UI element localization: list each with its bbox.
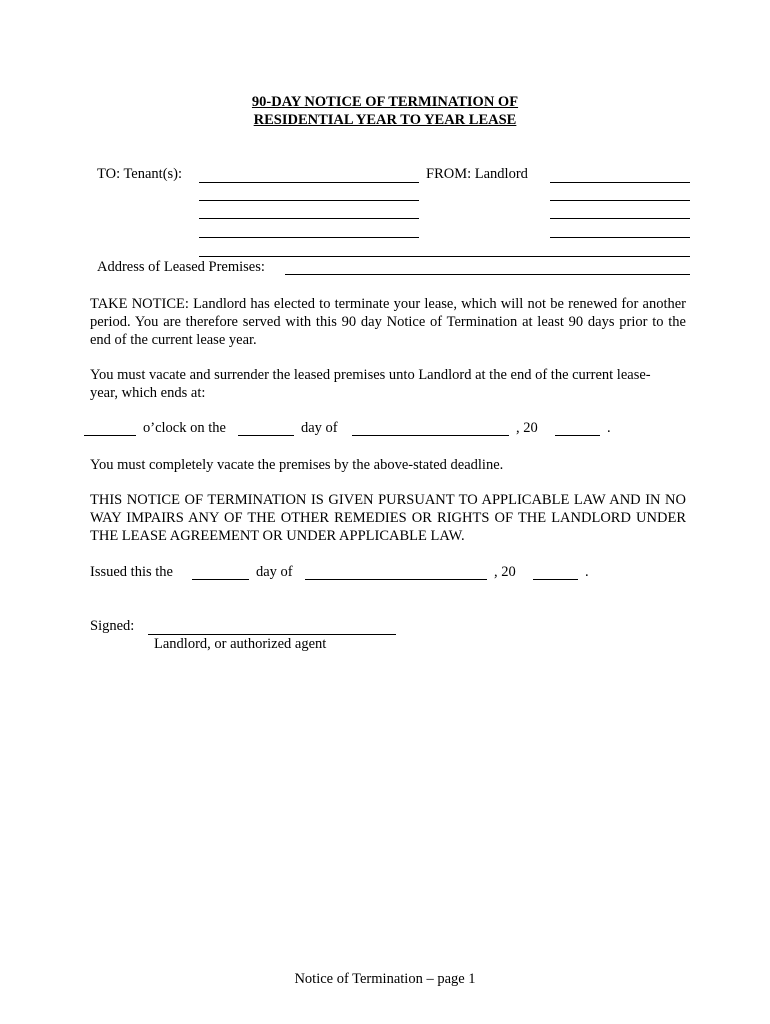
signed-label: Signed: bbox=[90, 618, 135, 634]
year-prefix-label: , 20 bbox=[516, 420, 538, 436]
tenant-name-line-4[interactable] bbox=[199, 237, 419, 238]
document-title-line-1: 90-DAY NOTICE OF TERMINATION OF bbox=[251, 94, 519, 110]
to-tenants-label: TO: Tenant(s): bbox=[97, 166, 183, 182]
month-blank[interactable] bbox=[352, 435, 509, 436]
year-blank[interactable] bbox=[555, 435, 600, 436]
day-blank[interactable] bbox=[238, 435, 294, 436]
from-landlord-label: FROM: Landlord bbox=[426, 166, 528, 182]
take-notice-paragraph: TAKE NOTICE: Landlord has elected to terminate your lease, which will not be renewed for another period. You are therefore served with this 90 day Notice of Termination at least 90 days prior to the end of the current lease year. bbox=[90, 296, 686, 348]
issued-period: . bbox=[585, 564, 589, 580]
hour-blank[interactable] bbox=[84, 435, 136, 436]
day-of-label: day of bbox=[301, 420, 338, 436]
tenant-name-line-1[interactable] bbox=[199, 182, 419, 183]
address-extra-line[interactable] bbox=[199, 256, 690, 257]
issued-year-prefix-label: , 20 bbox=[494, 564, 516, 580]
deadline-period: . bbox=[607, 420, 611, 436]
oclock-label: o’clock on the bbox=[143, 420, 226, 436]
landlord-name-line-4[interactable] bbox=[550, 237, 690, 238]
vacate-text-line-2: year, which ends at: bbox=[90, 385, 206, 401]
issued-day-of-label: day of bbox=[256, 564, 293, 580]
issued-label: Issued this the bbox=[90, 564, 173, 580]
vacate-text-line-1: You must vacate and surrender the leased premises unto Landlord at the end of the current lease- bbox=[90, 367, 651, 383]
signature-line[interactable] bbox=[148, 634, 396, 635]
deadline-paragraph: You must completely vacate the premises by the above-stated deadline. bbox=[90, 457, 504, 473]
address-label: Address of Leased Premises: bbox=[97, 259, 265, 275]
landlord-name-line-3[interactable] bbox=[550, 218, 690, 219]
tenant-name-line-3[interactable] bbox=[199, 218, 419, 219]
page-footer: Notice of Termination – page 1 bbox=[294, 971, 476, 987]
issued-day-blank[interactable] bbox=[192, 579, 249, 580]
legal-paragraph: THIS NOTICE OF TERMINATION IS GIVEN PURSUANT TO APPLICABLE LAW AND IN NO WAY IMPAIRS ANY OF THE OTHER REMEDIES OR RIGHTS OF THE LANDLORD UNDER THE LEASE AGREEMENT OR UNDER APPLICABLE LAW. bbox=[90, 492, 686, 544]
landlord-name-line-2[interactable] bbox=[550, 200, 690, 201]
landlord-name-line-1[interactable] bbox=[550, 182, 690, 183]
signature-caption: Landlord, or authorized agent bbox=[154, 636, 327, 652]
tenant-name-line-2[interactable] bbox=[199, 200, 419, 201]
issued-month-blank[interactable] bbox=[305, 579, 487, 580]
address-line[interactable] bbox=[285, 274, 690, 275]
document-title-line-2: RESIDENTIAL YEAR TO YEAR LEASE bbox=[253, 112, 517, 128]
issued-year-blank[interactable] bbox=[533, 579, 578, 580]
